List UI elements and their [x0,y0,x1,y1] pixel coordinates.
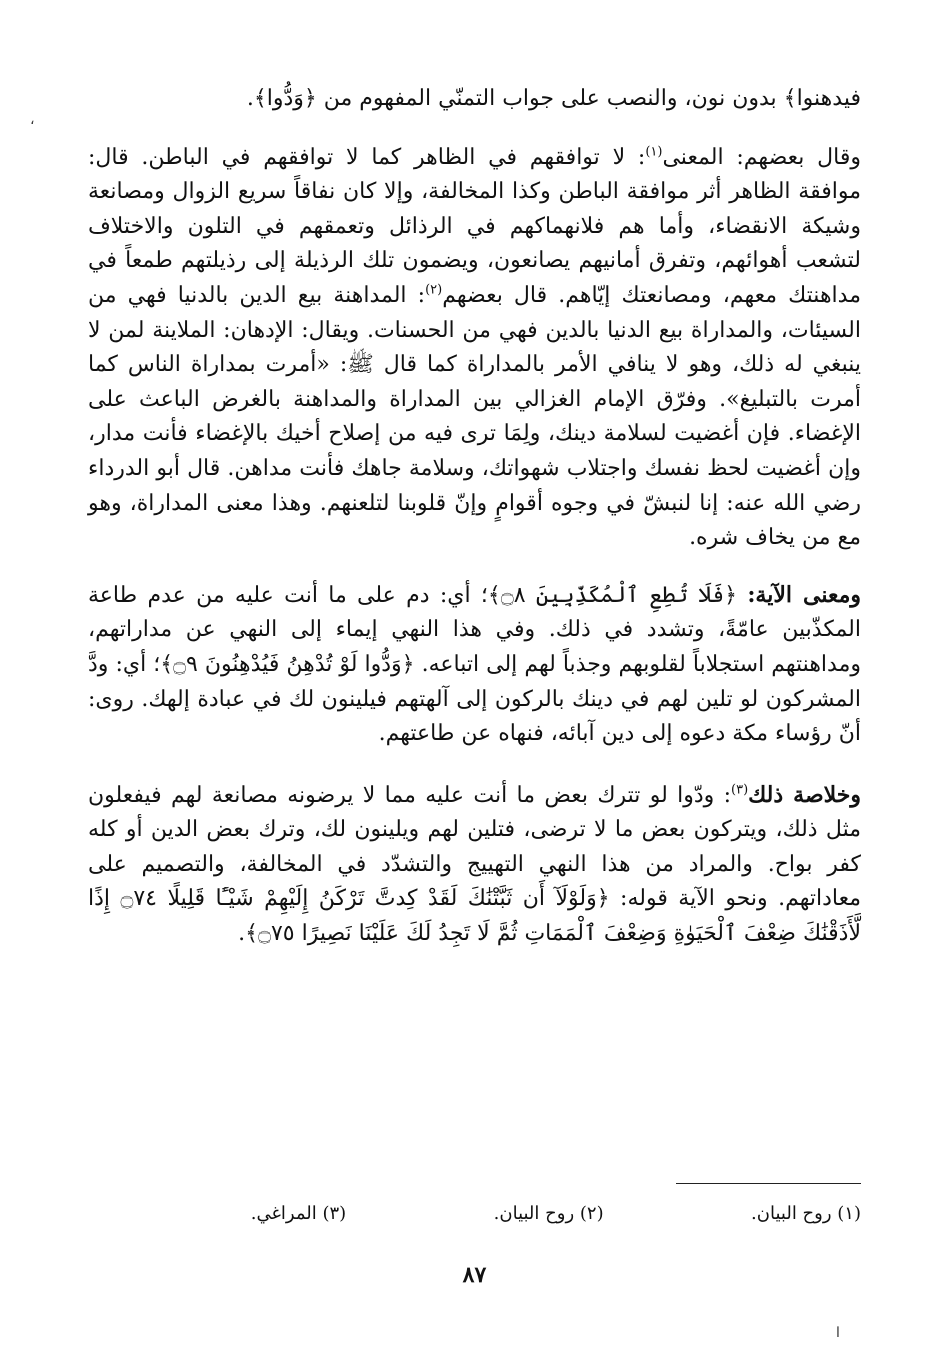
margin-mark-top: ، [30,112,35,128]
paragraph-4-lead: وخلاصة ذلك [748,781,861,808]
page-number: ٨٧ [462,1262,487,1288]
paragraph-2 [88,141,861,556]
paragraph-3-lead: ومعنى الآية: [747,581,861,608]
paragraph-4 [88,778,861,952]
footnote-3: (٣) المراغي. [250,1203,347,1224]
paragraph-4-text: : ودّوا لو تترك بعض ما أنت عليه مما لا يرضونه مصانعة لهم فيفعلون مثل ذلك، ويتركون بعض ما لا ترضى، فتلين لهم ويلينون لك، وترك بعض الدين أو كله كفر بواح. والمراد من هذا النهي التهييج والتشدّد في المخالفة، والتصميم على معاداتهم. ونحو الآية قوله: ﴿وَلَوْلَآ أَن ثَبَّتْنَٰكَ لَقَدْ كِدتَّ تَرْكَنُ إِلَيْهِمْ شَيْـًٔا قَلِيلًا ۝٧٤ إِذًا لَّأَذَقْنَٰكَ ضِعْفَ ٱلْحَيَوٰةِ وَضِعْفَ ٱلْمَمَاتِ ثُمَّ لَا تَجِدُ لَكَ عَلَيْنَا نَصِيرًا ۝٧٥﴾. [88,782,861,947]
paragraph-1: فيدهنوا﴾ بدون نون، والنصب على جواب التمنّي المفهوم من ﴿وَدُّوا﴾. [246,86,861,111]
footnotes [88,1203,861,1224]
margin-mark-bottom: ا [836,1325,840,1341]
paragraph-2-part-1: وقال بعضهم: المعنى [662,144,861,170]
footnote-1: (١) روح البيان. [751,1203,861,1224]
paragraph-2-part-3: : المداهنة بيع الدين بالدنيا فهي من السيئات، والمداراة بيع الدنيا بالدين فهي من الحسنات. ويقال: الإدهان: الملاينة لمن لا ينبغي له ذلك، وهو لا ينافي الأمر بالمداراة كما قال ﷺ: «أمرت بمداراة الناس كما أمرت بالتبليغ». وفرّق الإمام الغزالي بين المداراة والمداهنة بالغرض الباعث على الإغضاء. فإن أغضيت لسلامة دينك، ولِمَا ترى فيه من إصلاح أخيك بالإغضاء فأنت مدار، وإن أغضيت لحظ نفسك واجتلاب شهواتك، وسلامة جاهك فأنت مداهن. قال أبو الدرداء رضي الله عنه: إنا لنبشّ في وجوه أقوامٍ وإنّ قلوبنا لتلعنهم. وهذا معنى المداراة، وهو مع من يخاف شره. [88,282,861,551]
footnote-ref-1: (١) [645,144,663,160]
footnote-divider [676,1183,861,1184]
footnote-2: (٢) روح البيان. [493,1203,604,1224]
paragraph-2-part-2: : لا توافقهم في الظاهر كما لا توافقهم في الباطن. قال: موافقة الظاهر أثر موافقة الباطن وكذا المخالفة، وإلا كان نفاقاً سريع الزوال ومصانعة وشيكة الانقضاء، وأما هم فلانهماكهم في الرذائل وتعمقهم في التلون والاختلاف لتشعب أهوائهم، وتفرق أمانيهم يصانعون، ويضمون تلك الرذيلة إلى رذيلتهم طمعاً في مداهنتك معهم، ومصانعتك إيّاهم. قال بعضهم [88,144,861,308]
paragraph-3-text: ﴿فَلَا تُطِعِ ٱلْمُكَذِّبِينَ ۝٨﴾؛ أي: دم على ما أنت عليه من عدم طاعة المكذّبين عامّةً، وتشدد في ذلك. وفي هذا النهي إيماء إلى النهي عن مداراتهم، ومداهنتهم استجلاباً لقلوبهم وجذباً لهم إلى اتباعه. ﴿وَدُّوا لَوْ تُدْهِنُ فَيُدْهِنُونَ ۝٩﴾؛ أي: ودَّ المشركون لو تلين لهم في دينك بالركون إلى آلهتهم فيلينون لك في عبادة إلهك. روى: أنّ رؤساء مكة دعوه إلى دين آبائه، فنهاه عن طاعتهم. [88,582,861,747]
footnote-ref-3: (٣) [731,782,749,798]
footnote-ref-2: (٢) [425,282,443,298]
paragraph-3 [88,578,861,752]
